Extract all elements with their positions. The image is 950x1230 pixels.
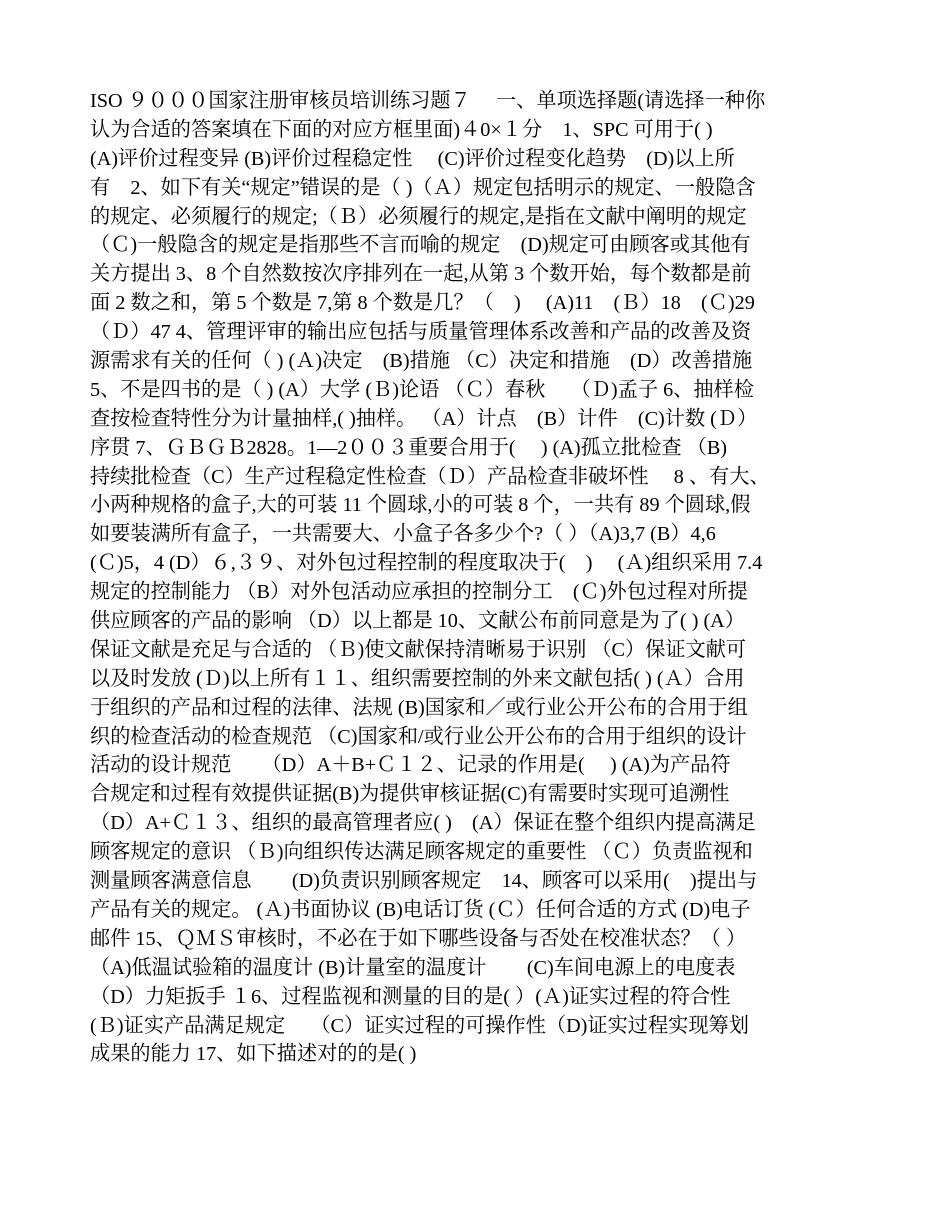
text-line: 源需求有关的任何（ ) (Ａ)决定 (B)措施 （C）决定和措施 (D）改善措施 <box>90 350 753 373</box>
text-line: 如要装满所有盒子，一共需要大、小盒子各多少个?（ ）（A)3,7 (B）4,6 <box>90 523 716 546</box>
text-line: （Ｄ）47 4、管理评审的输出应包括与质量管理体系改善和产品的改善及资 <box>90 321 752 344</box>
text-line: 小两种规格的盒子,大的可装 11 个圆球,小的可装 8 个，一共有 89 个圆球,假 <box>90 494 751 517</box>
text-line: 有 2、如下有关“规定”错误的是（ )（Ａ）规定包括明示的规定、一般隐含 <box>90 176 756 199</box>
text-line: 供应顾客的产品的影响 （D）以上都是 10、文献公布前同意是为了( ) (A） <box>90 610 745 633</box>
text-line: (A)评价过程变异 (B)评价过程稳定性 (C)评价过程变化趋势 (D)以上所 <box>90 147 735 170</box>
text-line: 保证文献是充足与合适的 （Ｂ)使文献保持清晰易于识别 （C）保证文献可 <box>90 638 747 661</box>
text-line: ISO ９０００国家注册审核员培训练习题７ 一、单项选择题(请选择一种你 <box>90 90 766 112</box>
text-line: (Ｃ)5，4 (D）６,３９、对外包过程控制的程度取决于( ) (Ａ)组织采用 7.4 <box>90 552 763 575</box>
text-line: 邮件 15、ＱＭＳ审核时，不必在于如下哪些设备与否处在校准状态？（ ） <box>90 927 747 950</box>
text-line: 面 2 数之和，第 5 个数是 7,第 8 个数是几？（ ) (A)11 (Ｂ）18 (Ｃ)29 <box>90 292 755 315</box>
text-line: 序贯 7、ＧＢＧＢ2828。1—2００３重要合用于( ) (A)孤立批检查 （B) <box>90 436 728 459</box>
text-line: （Ｃ)一般隐含的规定是指那些不言而喻的规定 (D)规定可由顾客或其他有 <box>90 234 751 257</box>
text-line: 以及时发放 (Ｄ)以上所有１１、组织需要控制的外来文献包括( ) (Ａ）合用 <box>90 667 745 690</box>
text-line: (Ｂ)证实产品满足规定 （C）证实过程的可操作性（D)证实过程实现筹划 <box>90 1014 749 1037</box>
text-line: （A)低温试验箱的温度计 (B)计量室的温度计 (C)车间电源上的电度表 <box>90 956 736 979</box>
text-line: 认为合适的答案填在下面的对应方框里面)４0×１分 1、SPC 可用于( ) <box>90 118 713 141</box>
text-line: 查按检查特性分为计量抽样,( )抽样。 （A）计点 (B）计件 (C)计数 (Ｄ） <box>90 407 758 430</box>
text-line: 测量顾客满意信息 (D)负责识别顾客规定 14、顾客可以采用( )提出与 <box>90 870 758 893</box>
text-line: （D）A+Ｃ１３、组织的最高管理者应( ) (A）保证在整个组织内提高满足 <box>90 812 756 835</box>
text-line: 关方提出 3、8 个自然数按次序排列在一起,从第 3 个数开始，每个数都是前 <box>90 263 752 286</box>
text-line: 的规定、必须履行的规定;（Ｂ）必须履行的规定,是指在文献中阐明的规定 <box>90 205 747 228</box>
text-line: 顾客规定的意识 （Ｂ)向组织传达满足顾客规定的重要性 （Ｃ）负责监视和 <box>90 841 753 864</box>
text-line: 持续批检查（C）生产过程稳定性检查（Ｄ）产品检查非破坏性 8 、有大、 <box>90 465 770 488</box>
text-line: 合规定和过程有效提供证据(B)为提供审核证据(C)有需要时实现可追溯性 <box>90 783 730 806</box>
text-line: 5、不是四书的是（ ) (A）大学 (Ｂ)论语 （Ｃ）春秋 （Ｄ)孟子 6、抽样检 <box>90 378 754 401</box>
text-line: 于组织的产品和过程的法律、法规 (B)国家和／或行业公开公布的合用于组 <box>90 696 748 719</box>
text-line: 活动的设计规范 （D）A＋B+Ｃ１２、记录的作用是( ) (A)为产品符 <box>90 754 731 777</box>
document-body <box>90 87 868 1069</box>
text-line: 织的检查活动的检查规范 （C)国家和/或行业公开公布的合用于组织的设计 <box>90 725 747 748</box>
text-line: 成果的能力 17、如下描述对的的是( ) <box>90 1043 417 1066</box>
text-line: 规定的控制能力 （B）对外包活动应承担的控制分工 (Ｃ)外包过程对所提 <box>90 581 748 604</box>
text-line: （D）力矩扳手 １6、过程监视和测量的目的是( ）(Ａ)证实过程的符合性 <box>90 985 731 1008</box>
text-line: 产品有关的规定。 (Ａ)书面协议 (B)电话订货 (Ｃ）任何合适的方式 (D)电子 <box>90 898 751 921</box>
